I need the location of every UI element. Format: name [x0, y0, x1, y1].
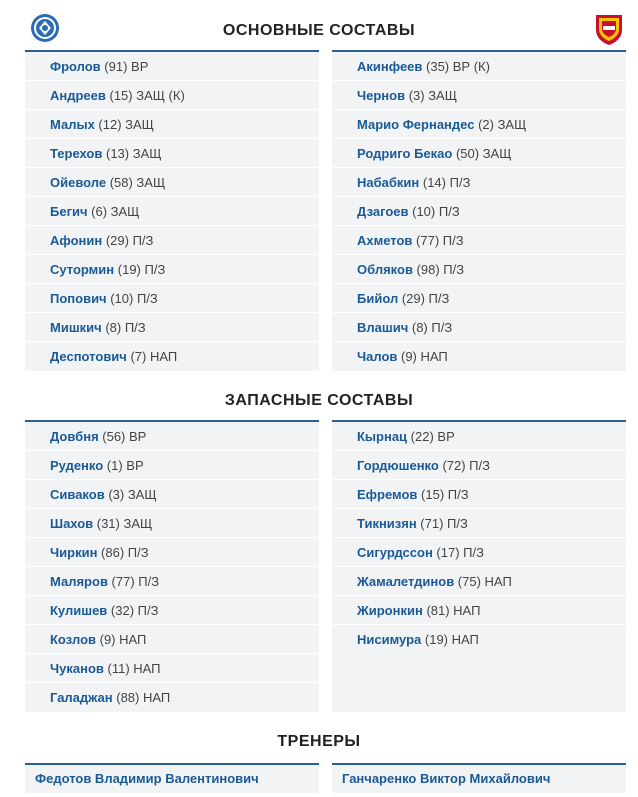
- player-info: (1) ВР: [103, 458, 144, 473]
- home-main-lineup: [25, 50, 319, 371]
- player-info: (29) П/З: [398, 291, 450, 306]
- player-name[interactable]: Довбня: [50, 429, 99, 444]
- player-row[interactable]: [25, 52, 319, 81]
- player-info: (14) П/З: [419, 175, 471, 190]
- player-name[interactable]: Нисимура: [357, 632, 422, 647]
- player-name[interactable]: Кырнац: [357, 429, 408, 444]
- player-info: (6) ЗАЩ: [87, 204, 140, 219]
- player-info: (15) П/З: [417, 487, 469, 502]
- player-info: (91) ВР: [100, 59, 149, 74]
- player-info: (72) П/З: [438, 458, 490, 473]
- player-info: (32) П/З: [107, 603, 159, 618]
- player-row[interactable]: [25, 596, 319, 625]
- player-info: (12) ЗАЩ: [94, 117, 154, 132]
- player-info: (77) П/З: [107, 574, 160, 589]
- player-info: (15) ЗАЩ (К): [105, 88, 185, 103]
- player-row[interactable]: [332, 284, 626, 313]
- player-row[interactable]: [25, 625, 319, 654]
- player-row[interactable]: [25, 168, 319, 197]
- player-name[interactable]: Жамалетдинов: [357, 574, 455, 589]
- player-name[interactable]: Кулишев: [50, 603, 108, 618]
- player-name[interactable]: Андреев: [50, 88, 106, 103]
- player-name[interactable]: Сиваков: [50, 487, 105, 502]
- player-info: (31) ЗАЩ: [93, 516, 153, 531]
- coach-name[interactable]: Ганчаренко Виктор Михайлович: [342, 771, 551, 786]
- main-lineups-title: ОСНОВНЫЕ СОСТАВЫ: [222, 22, 416, 39]
- player-info: (10) П/З: [408, 204, 460, 219]
- player-name[interactable]: Попович: [50, 291, 107, 306]
- player-row[interactable]: [332, 451, 626, 480]
- player-info: (75) НАП: [454, 574, 512, 589]
- player-info: (81) НАП: [422, 603, 481, 618]
- player-name[interactable]: Ефремов: [357, 487, 418, 502]
- player-name[interactable]: Чуканов: [50, 661, 104, 676]
- player-row[interactable]: [25, 226, 319, 255]
- player-name[interactable]: Жиронкин: [357, 603, 423, 618]
- player-info: (71) П/З: [416, 516, 468, 531]
- player-name[interactable]: Афонин: [50, 233, 103, 248]
- player-row[interactable]: [332, 342, 626, 371]
- player-info: (56) ВР: [98, 429, 147, 444]
- player-info: (2) ЗАЩ: [474, 117, 527, 132]
- player-row[interactable]: [25, 110, 319, 139]
- player-row[interactable]: [332, 422, 626, 451]
- player-name[interactable]: Марио Фернандес: [357, 117, 475, 132]
- player-row[interactable]: [332, 81, 626, 110]
- player-info: (35) ВР (К): [422, 59, 490, 74]
- player-name[interactable]: Деспотович: [50, 349, 127, 364]
- coach-name[interactable]: Федотов Владимир Валентинович: [35, 771, 259, 786]
- player-info: (22) ВР: [407, 429, 455, 444]
- player-row[interactable]: [25, 480, 319, 509]
- player-info: (10) П/З: [106, 291, 158, 306]
- player-row[interactable]: [332, 110, 626, 139]
- away-coach: [332, 763, 626, 793]
- player-row[interactable]: [25, 284, 319, 313]
- player-info: (7) НАП: [126, 349, 178, 364]
- player-name[interactable]: Терехов: [50, 146, 103, 161]
- coaches-title: ТРЕНЕРЫ: [277, 733, 361, 750]
- player-name[interactable]: Ахметов: [357, 233, 413, 248]
- player-info: (98) П/З: [412, 262, 465, 277]
- subs-lineups-title: ЗАПАСНЫЕ СОСТАВЫ: [224, 392, 414, 409]
- player-info: (13) ЗАЩ: [102, 146, 162, 161]
- player-row[interactable]: [25, 683, 319, 712]
- player-row[interactable]: [332, 255, 626, 284]
- player-row[interactable]: [25, 255, 319, 284]
- player-name[interactable]: Бегич: [50, 204, 88, 219]
- player-info: (8) П/З: [408, 320, 453, 335]
- player-info: (29) П/З: [102, 233, 154, 248]
- player-row[interactable]: [332, 226, 626, 255]
- player-row[interactable]: [332, 313, 626, 342]
- player-info: (77) П/З: [412, 233, 464, 248]
- player-row[interactable]: [25, 567, 319, 596]
- player-name[interactable]: Мишкич: [50, 320, 102, 335]
- player-info: (19) П/З: [114, 262, 166, 277]
- player-name[interactable]: Влашич: [357, 320, 409, 335]
- player-row[interactable]: [25, 538, 319, 567]
- player-info: (19) НАП: [421, 632, 479, 647]
- player-name[interactable]: Козлов: [50, 632, 97, 647]
- away-subs-lineup: [332, 420, 626, 712]
- player-info: (3) ЗАЩ: [104, 487, 157, 502]
- player-row[interactable]: [25, 342, 319, 371]
- player-row[interactable]: [332, 567, 626, 596]
- player-row[interactable]: [25, 197, 319, 226]
- home-subs-lineup: [25, 420, 319, 712]
- player-row[interactable]: [25, 509, 319, 538]
- player-name[interactable]: Набабкин: [357, 175, 420, 190]
- player-name[interactable]: Шахов: [50, 516, 94, 531]
- player-row[interactable]: [332, 168, 626, 197]
- player-name[interactable]: Малых: [50, 117, 95, 132]
- player-info: (86) П/З: [97, 545, 149, 560]
- player-row[interactable]: [332, 625, 626, 654]
- player-name[interactable]: Маляров: [50, 574, 108, 589]
- player-name[interactable]: Ойеволе: [50, 175, 107, 190]
- home-coach: [25, 763, 319, 793]
- player-name[interactable]: Фролов: [50, 59, 101, 74]
- player-row[interactable]: [332, 596, 626, 625]
- player-row[interactable]: [332, 480, 626, 509]
- coach-row[interactable]: [332, 765, 626, 793]
- player-name[interactable]: Сутормин: [50, 262, 115, 277]
- player-name[interactable]: Чернов: [357, 88, 406, 103]
- player-info: (8) П/З: [101, 320, 146, 335]
- player-name[interactable]: Родриго Бекао: [357, 146, 453, 161]
- player-row[interactable]: [332, 538, 626, 567]
- player-name[interactable]: Акинфеев: [357, 59, 423, 74]
- player-info: (17) П/З: [432, 545, 484, 560]
- player-name[interactable]: Чалов: [357, 349, 398, 364]
- player-row[interactable]: [332, 139, 626, 168]
- player-row[interactable]: [25, 81, 319, 110]
- player-info: (88) НАП: [112, 690, 171, 705]
- away-main-lineup: [332, 50, 626, 371]
- player-info: (11) НАП: [103, 661, 161, 676]
- player-name[interactable]: Чиркин: [50, 545, 98, 560]
- player-info: (3) ЗАЩ: [405, 88, 457, 103]
- player-name[interactable]: Тикнизян: [357, 516, 417, 531]
- player-name[interactable]: Галаджан: [50, 690, 113, 705]
- player-name[interactable]: Дзагоев: [357, 204, 409, 219]
- player-name[interactable]: Сигурдссон: [357, 545, 433, 560]
- player-name[interactable]: Гордюшенко: [357, 458, 439, 473]
- player-name[interactable]: Обляков: [357, 262, 413, 277]
- player-name[interactable]: Руденко: [50, 458, 104, 473]
- player-row[interactable]: [332, 52, 626, 81]
- player-row[interactable]: [332, 197, 626, 226]
- player-info: (58) ЗАЩ: [106, 175, 166, 190]
- player-info: (9) НАП: [397, 349, 448, 364]
- coach-row[interactable]: [25, 765, 319, 793]
- player-row[interactable]: [25, 451, 319, 480]
- player-row[interactable]: [332, 509, 626, 538]
- player-name[interactable]: Бийол: [357, 291, 399, 306]
- player-info: (9) НАП: [96, 632, 147, 647]
- player-row[interactable]: [25, 139, 319, 168]
- player-row[interactable]: [25, 313, 319, 342]
- player-info: (50) ЗАЩ: [452, 146, 512, 161]
- player-row[interactable]: [25, 654, 319, 683]
- player-row[interactable]: [25, 422, 319, 451]
